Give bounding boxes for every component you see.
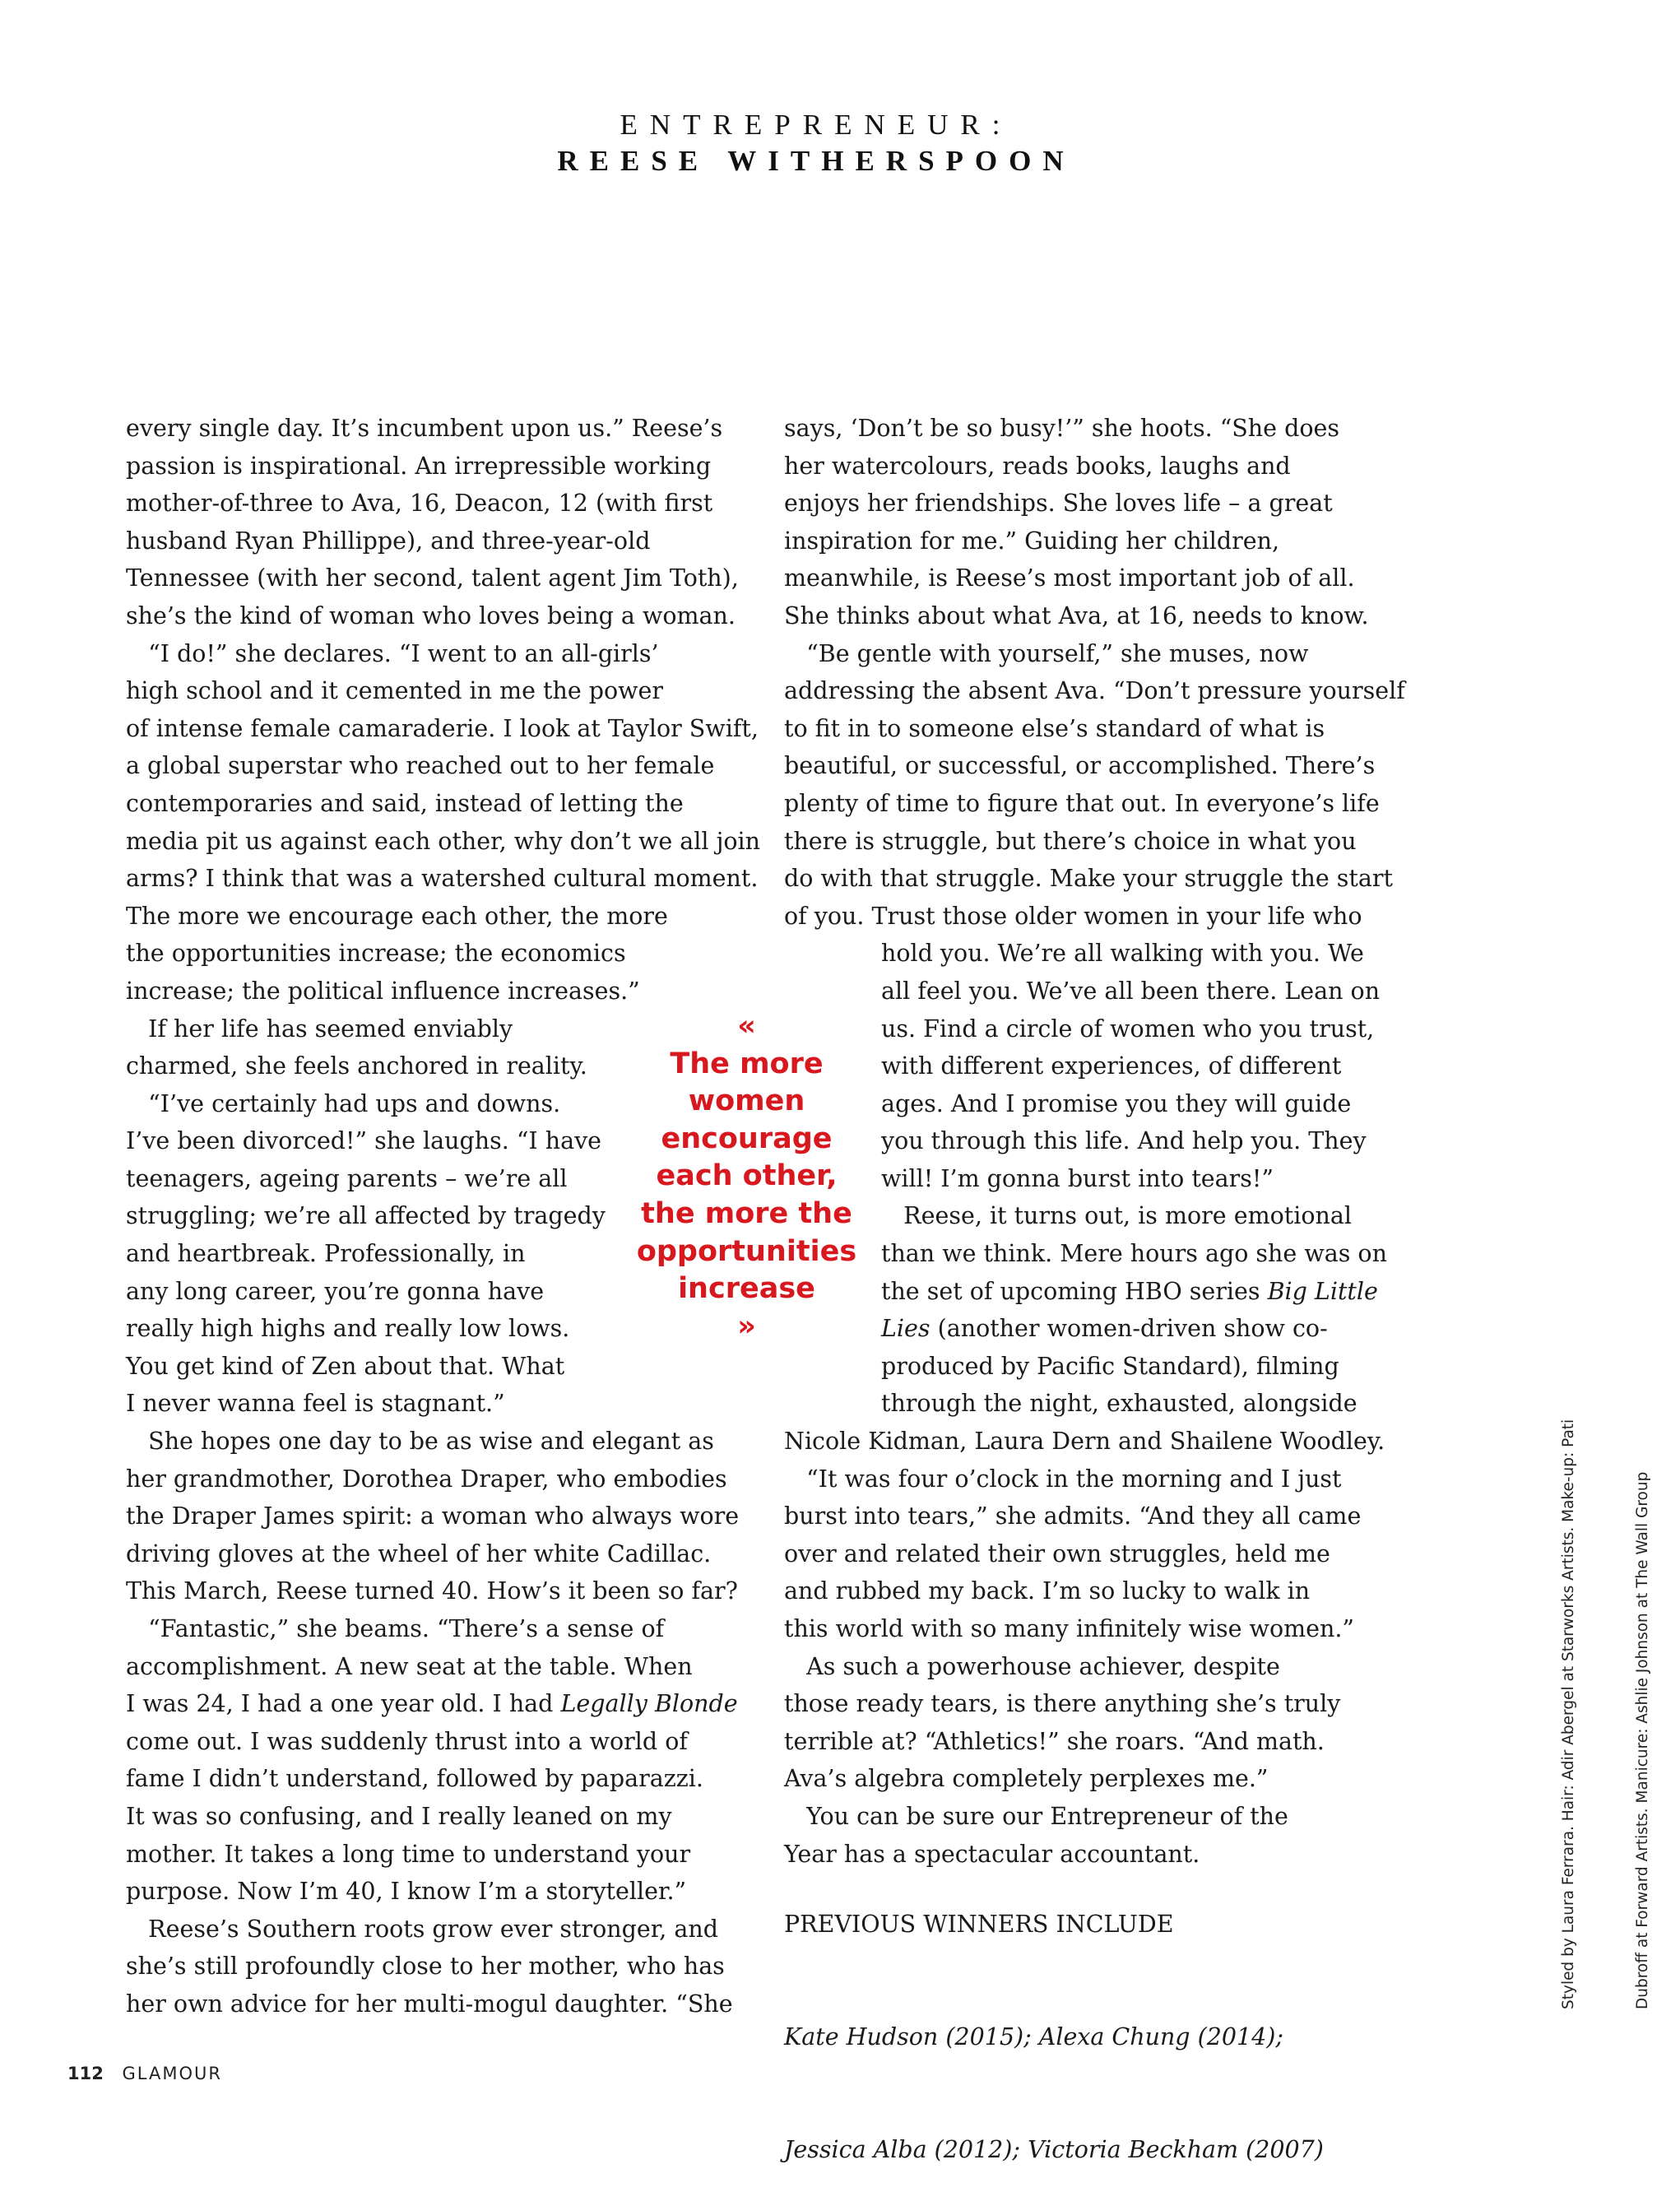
previous-winners-line: Kate Hudson (2015); Alexa Chung (2014); bbox=[784, 2023, 1283, 2051]
text-line: addressing the absent Ava. “Don’t pressure yourself bbox=[784, 677, 1405, 705]
text-line: Lies (another women-driven show co- bbox=[881, 1315, 1328, 1343]
text-line: do with that struggle. Make your struggle the start bbox=[784, 865, 1393, 893]
text-line: a global superstar who reached out to her female bbox=[126, 752, 715, 780]
header-kicker: ENTREPRENEUR: bbox=[620, 109, 1013, 141]
text-line: terrible at? “Athletics!” she roars. “And math. bbox=[784, 1727, 1325, 1755]
text-line: says, ‘Don’t be so busy!’” she hoots. “She does bbox=[784, 415, 1339, 442]
text-line: struggling; we’re all affected by tragedy bbox=[126, 1202, 606, 1230]
text-line: driving gloves at the wheel of her white Cadillac. bbox=[126, 1540, 712, 1567]
text-line: accomplishment. A new seat at the table. When bbox=[126, 1652, 693, 1680]
text-line: You get kind of Zen about that. What bbox=[126, 1352, 565, 1380]
text-line: “Fantastic,” she beams. “There’s a sense of bbox=[126, 1615, 665, 1642]
text-line: the set of upcoming HBO series Big Little bbox=[881, 1277, 1378, 1305]
text-line: plenty of time to figure that out. In everyone’s life bbox=[784, 789, 1380, 817]
text-line: beautiful, or successful, or accomplished. There’s bbox=[784, 752, 1376, 780]
pull-quote-close: » bbox=[737, 1309, 756, 1343]
text-line: This March, Reese turned 40. How’s it been so far? bbox=[126, 1577, 738, 1605]
text-line: her own advice for her multi-mogul daughter. “She bbox=[126, 1990, 733, 2018]
text-line: If her life has seemed enviably bbox=[126, 1015, 513, 1043]
text-line: really high highs and really low lows. bbox=[126, 1315, 570, 1343]
pull-quote-line: The more bbox=[670, 1047, 824, 1080]
text-line: increase; the political influence increases.” bbox=[126, 977, 640, 1005]
text-line: high school and it cemented in me the power bbox=[126, 677, 664, 705]
text-line: this world with so many infinitely wise women.” bbox=[784, 1615, 1354, 1642]
text-line: than we think. Mere hours ago she was on bbox=[881, 1240, 1387, 1268]
text-line: and rubbed my back. I’m so lucky to walk in bbox=[784, 1577, 1311, 1605]
text-line: media pit us against each other, why don’t we all join bbox=[126, 827, 761, 855]
text-line: “I’ve certainly had ups and downs. bbox=[126, 1089, 561, 1117]
text-line: enjoys her friendships. She loves life – a great bbox=[784, 490, 1333, 518]
text-line: Reese’s Southern roots grow ever stronger, and bbox=[126, 1915, 718, 1943]
text-line: she’s still profoundly close to her mother, who has bbox=[126, 1953, 725, 1981]
text-line: She hopes one day to be as wise and elegant as bbox=[126, 1428, 714, 1456]
text-line: “I do!” she declares. “I went to an all-girls’ bbox=[126, 639, 659, 667]
text-line: mother. It takes a long time to understand your bbox=[126, 1840, 691, 1868]
credit-line: Dubroff at Forward Artists. Manicure: Ashlie Johnson at The Wall Group bbox=[1634, 1471, 1651, 2009]
text-line: charmed, she feels anchored in reality. bbox=[126, 1052, 587, 1080]
page-footer bbox=[67, 2064, 222, 2083]
text-line: As such a powerhouse achiever, despite bbox=[784, 1652, 1280, 1680]
text-line: contemporaries and said, instead of letting the bbox=[126, 789, 684, 817]
text-line: produced by Pacific Standard), filming bbox=[881, 1352, 1339, 1380]
previous-winners-title: PREVIOUS WINNERS INCLUDE bbox=[784, 1911, 1174, 1938]
text-line: purpose. Now I’m 40, I know I’m a storyteller.” bbox=[126, 1878, 687, 1906]
text-line: “Be gentle with yourself,” she muses, now bbox=[784, 639, 1309, 667]
text-line: You can be sure our Entrepreneur of the bbox=[784, 1802, 1288, 1830]
text-line: any long career, you’re gonna have bbox=[126, 1277, 545, 1305]
text-line: to fit in to someone else’s standard of what is bbox=[784, 714, 1325, 742]
text-line: arms? I think that was a watershed cultural moment. bbox=[126, 865, 759, 893]
text-line: I never wanna feel is stagnant.” bbox=[126, 1390, 505, 1418]
text-line: she’s the kind of woman who loves being a woman. bbox=[126, 601, 736, 629]
text-line: It was so confusing, and I really leaned on my bbox=[126, 1802, 672, 1830]
text-line: of you. Trust those older women in your life who bbox=[784, 902, 1362, 930]
text-line: all feel you. We’ve all been there. Lean on bbox=[881, 977, 1381, 1005]
pull-quote-line: women bbox=[688, 1084, 805, 1118]
text-line: her grandmother, Dorothea Draper, who embodies bbox=[126, 1465, 727, 1493]
text-line: will! I’m gonna burst into tears!” bbox=[881, 1164, 1274, 1192]
text-line: Reese, it turns out, is more emotional bbox=[881, 1202, 1352, 1230]
text-line: Tennessee (with her second, talent agent Jim Toth), bbox=[126, 564, 739, 592]
article-header bbox=[0, 107, 1632, 179]
text-line: passion is inspirational. An irrepressible working bbox=[126, 452, 712, 480]
right-column bbox=[784, 410, 1409, 1873]
text-line: you through this life. And help you. They bbox=[881, 1127, 1367, 1155]
pull-quote-text bbox=[633, 1046, 860, 1308]
pull-quote-line: encourage bbox=[661, 1122, 833, 1155]
text-line: come out. I was suddenly thrust into a world of bbox=[126, 1727, 688, 1755]
right-column-top bbox=[784, 410, 1409, 935]
text-line: inspiration for me.” Guiding her children, bbox=[784, 527, 1280, 555]
pull-quote-line: increase bbox=[678, 1272, 815, 1306]
pull-quote-line: each other, bbox=[656, 1159, 838, 1193]
text-line: those ready tears, is there anything she’s truly bbox=[784, 1690, 1341, 1718]
text-line: She thinks about what Ava, at 16, needs to know. bbox=[784, 601, 1369, 629]
text-line: The more we encourage each other, the more bbox=[126, 902, 668, 930]
text-line: fame I didn’t understand, followed by paparazzi. bbox=[126, 1765, 703, 1793]
text-line: the Draper James spirit: a woman who always wore bbox=[126, 1502, 740, 1530]
text-line: and heartbreak. Professionally, in bbox=[126, 1240, 526, 1268]
pull-quote bbox=[633, 1008, 860, 1345]
pull-quote-line: the more the bbox=[641, 1196, 852, 1230]
right-column-bottom bbox=[784, 1423, 1409, 1873]
text-line: every single day. It’s incumbent upon us.” Reese’s bbox=[126, 415, 723, 442]
text-line: over and related their own struggles, held me bbox=[784, 1540, 1330, 1567]
text-line: Year has a spectacular accountant. bbox=[784, 1840, 1200, 1868]
text-line: there is struggle, but there’s choice in what you bbox=[784, 827, 1357, 855]
text-line: ages. And I promise you they will guide bbox=[881, 1089, 1352, 1117]
text-line: of intense female camaraderie. I look at Taylor Swift, bbox=[126, 714, 759, 742]
text-line: teenagers, ageing parents – we’re all bbox=[126, 1164, 568, 1192]
page-number: 112 bbox=[67, 2064, 104, 2083]
previous-winners-line: Jessica Alba (2012); Victoria Beckham (2007) bbox=[784, 2135, 1324, 2163]
magazine-name: GLAMOUR bbox=[122, 2064, 222, 2083]
pull-quote-open: « bbox=[737, 1010, 756, 1043]
text-line: Nicole Kidman, Laura Dern and Shailene Woodley. bbox=[784, 1428, 1385, 1456]
text-line: us. Find a circle of women who you trust, bbox=[881, 1015, 1375, 1043]
right-column-indented bbox=[784, 935, 1409, 1423]
text-line: burst into tears,” she admits. “And they all came bbox=[784, 1502, 1362, 1530]
text-line: the opportunities increase; the economics bbox=[126, 940, 626, 968]
credit-line: Styled by Laura Ferrara. Hair: Adir Abergel at Starworks Artists. Make-up: Pati bbox=[1560, 1419, 1577, 2009]
text-line: Ava’s algebra completely perplexes me.” bbox=[784, 1765, 1269, 1793]
previous-winners-list bbox=[784, 1944, 1324, 2206]
text-line: husband Ryan Phillippe), and three-year-old bbox=[126, 527, 651, 555]
text-line: I was 24, I had a one year old. I had Legally Blonde bbox=[126, 1690, 738, 1718]
text-line: mother-of-three to Ava, 16, Deacon, 12 (with first bbox=[126, 490, 713, 518]
text-line: hold you. We’re all walking with you. We bbox=[881, 940, 1364, 968]
text-line: I’ve been divorced!” she laughs. “I have bbox=[126, 1127, 602, 1155]
text-line: through the night, exhausted, alongside bbox=[881, 1390, 1357, 1418]
photo-credits bbox=[1507, 1417, 1680, 2009]
text-line: with different experiences, of different bbox=[881, 1052, 1342, 1080]
header-name: REESE WITHERSPOON bbox=[557, 145, 1075, 177]
text-line: her watercolours, reads books, laughs and bbox=[784, 452, 1291, 480]
text-line: “It was four o’clock in the morning and I just bbox=[784, 1465, 1342, 1493]
text-line: meanwhile, is Reese’s most important job of all. bbox=[784, 564, 1355, 592]
pull-quote-line: opportunities bbox=[636, 1234, 857, 1268]
